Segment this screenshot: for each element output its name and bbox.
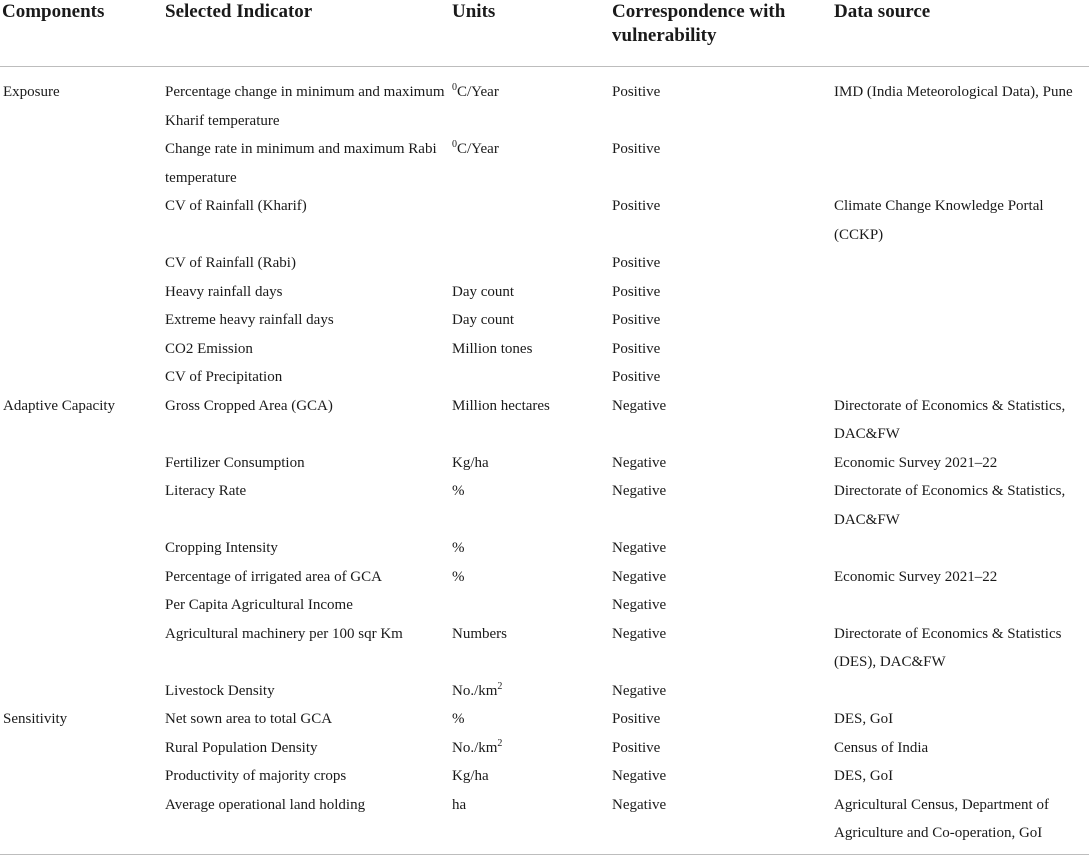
table-row <box>0 392 1089 449</box>
table-row <box>0 705 1089 734</box>
header-indicator: Selected Indicator <box>162 0 449 67</box>
unit-superscript: 0 <box>452 82 457 93</box>
cell-component <box>0 135 162 192</box>
cell-unit <box>449 734 609 763</box>
cell-correspondence: Negative <box>612 483 667 499</box>
cell-source <box>831 278 1089 307</box>
cell-unit <box>449 67 609 136</box>
unit-text: Million tones <box>452 340 533 357</box>
cell-component <box>0 278 162 307</box>
cell-indicator: Net sown area to total GCA <box>165 711 333 727</box>
cell-source <box>831 363 1089 392</box>
cell-source: DES, GoI <box>834 711 894 727</box>
cell-correspondence: Positive <box>612 283 661 300</box>
unit-text: % <box>452 483 465 499</box>
cell-unit <box>449 335 609 364</box>
cell-correspondence: Positive <box>612 198 661 214</box>
cell-component <box>0 306 162 335</box>
cell-indicator: Percentage change in minimum and maximum Kharif temperature <box>165 84 445 129</box>
cell-component: Exposure <box>3 84 60 100</box>
cell-indicator: Change rate in minimum and maximum Rabi temperature <box>165 141 437 186</box>
unit-text: C/Year <box>457 84 499 100</box>
cell-source <box>831 306 1089 335</box>
cell-unit <box>449 135 609 192</box>
table-row <box>0 192 1089 249</box>
cell-source: Economic Survey 2021–22 <box>834 454 998 471</box>
cell-correspondence: Positive <box>612 369 661 385</box>
table-row <box>0 620 1089 677</box>
cell-indicator: Extreme heavy rainfall days <box>165 312 334 328</box>
cell-unit <box>449 249 609 278</box>
header-source: Data source <box>831 0 1089 67</box>
cell-correspondence: Negative <box>612 568 667 585</box>
cell-indicator: Productivity of majority crops <box>165 768 347 784</box>
table-row <box>0 249 1089 278</box>
cell-unit <box>449 563 609 592</box>
unit-superscript: 2 <box>497 680 503 692</box>
cell-unit <box>449 762 609 791</box>
table-row <box>0 335 1089 364</box>
table-body <box>0 67 1089 854</box>
cell-component: Sensitivity <box>3 711 68 727</box>
table-row <box>0 762 1089 791</box>
cell-source: Directorate of Economics & Statistics, DAC&FW <box>834 483 1066 528</box>
cell-indicator: Livestock Density <box>165 682 275 699</box>
cell-indicator: CV of Rainfall (Rabi) <box>165 255 296 271</box>
cell-source: DES, GoI <box>834 768 894 784</box>
unit-superscript: 2 <box>497 737 503 749</box>
cell-indicator: CV of Precipitation <box>165 369 283 385</box>
table-row <box>0 591 1089 620</box>
cell-indicator: Gross Cropped Area (GCA) <box>165 397 333 414</box>
table-row <box>0 449 1089 478</box>
cell-source <box>831 135 1089 192</box>
cell-correspondence: Positive <box>612 84 661 100</box>
table-row <box>0 791 1089 854</box>
cell-correspondence: Negative <box>612 397 667 414</box>
cell-correspondence: Positive <box>612 255 661 271</box>
cell-unit <box>449 306 609 335</box>
table-row <box>0 306 1089 335</box>
unit-text: Kg/ha <box>452 768 489 784</box>
cell-component <box>0 791 162 854</box>
cell-unit <box>449 278 609 307</box>
cell-source <box>831 534 1089 563</box>
cell-component <box>0 677 162 706</box>
cell-source <box>831 335 1089 364</box>
unit-text: % <box>452 568 465 585</box>
cell-component <box>0 335 162 364</box>
cell-indicator: Heavy rainfall days <box>165 283 283 300</box>
cell-source: Census of India <box>834 739 929 756</box>
cell-source <box>831 591 1089 620</box>
cell-correspondence: Positive <box>612 340 661 357</box>
unit-superscript: 0 <box>452 139 457 150</box>
table-row <box>0 563 1089 592</box>
cell-indicator: CV of Rainfall (Kharif) <box>165 198 307 214</box>
cell-indicator: Per Capita Agricultural Income <box>165 597 353 613</box>
header-units: Units <box>449 0 609 67</box>
unit-text: Kg/ha <box>452 454 489 471</box>
cell-correspondence: Positive <box>612 312 661 328</box>
cell-correspondence: Positive <box>612 141 661 157</box>
cell-correspondence: Negative <box>612 682 667 699</box>
cell-source <box>831 677 1089 706</box>
table-row <box>0 534 1089 563</box>
unit-text: Million hectares <box>452 397 550 414</box>
cell-component <box>0 363 162 392</box>
cell-component <box>0 563 162 592</box>
cell-component <box>0 734 162 763</box>
cell-unit <box>449 677 609 706</box>
cell-indicator: Percentage of irrigated area of GCA <box>165 568 382 585</box>
cell-source: Agricultural Census, Department of Agriculture and Co-operation, GoI <box>834 796 1049 841</box>
cell-component <box>0 620 162 677</box>
cell-source: Climate Change Knowledge Portal (CCKP) <box>834 198 1044 243</box>
cell-unit <box>449 392 609 449</box>
unit-text: Day count <box>452 283 515 300</box>
cell-indicator: Literacy Rate <box>165 483 247 499</box>
cell-unit <box>449 591 609 620</box>
cell-component <box>0 449 162 478</box>
cell-unit <box>449 477 609 534</box>
cell-unit <box>449 534 609 563</box>
cell-unit <box>449 791 609 854</box>
unit-text: ha <box>452 796 467 813</box>
cell-unit <box>449 363 609 392</box>
cell-correspondence: Negative <box>612 768 667 784</box>
cell-correspondence: Negative <box>612 796 667 813</box>
cell-indicator: CO2 Emission <box>165 340 253 357</box>
cell-component <box>0 762 162 791</box>
unit-text: % <box>452 711 465 727</box>
cell-source: Economic Survey 2021–22 <box>834 568 998 585</box>
table-row <box>0 734 1089 763</box>
cell-component <box>0 477 162 534</box>
table-row <box>0 677 1089 706</box>
bottom-rule <box>0 854 1089 855</box>
cell-indicator: Rural Population Density <box>165 739 318 756</box>
unit-text: Day count <box>452 312 515 328</box>
cell-component: Adaptive Capacity <box>3 397 116 414</box>
cell-correspondence: Negative <box>612 454 667 471</box>
cell-correspondence: Positive <box>612 739 661 756</box>
cell-component <box>0 534 162 563</box>
cell-indicator: Average operational land holding <box>165 796 366 813</box>
cell-source: IMD (India Meteorological Data), Pune <box>834 84 1073 100</box>
unit-text: C/Year <box>457 141 499 157</box>
unit-text: No./km <box>452 739 498 756</box>
header-components: Components <box>0 0 162 67</box>
cell-component <box>0 192 162 249</box>
unit-text: No./km <box>452 682 498 699</box>
cell-unit <box>449 705 609 734</box>
cell-correspondence: Negative <box>612 597 667 613</box>
table-row <box>0 278 1089 307</box>
table-row <box>0 363 1089 392</box>
header-correspondence: Correspondence with vulnerability <box>609 0 831 67</box>
table-row <box>0 477 1089 534</box>
table-row <box>0 67 1089 136</box>
cell-unit <box>449 192 609 249</box>
cell-source: Directorate of Economics & Statistics (DES), DAC&FW <box>834 625 1062 670</box>
header-row <box>0 0 1089 67</box>
cell-source <box>831 249 1089 278</box>
cell-correspondence: Negative <box>612 625 667 642</box>
cell-component <box>0 249 162 278</box>
cell-unit <box>449 449 609 478</box>
table-row <box>0 135 1089 192</box>
unit-text: % <box>452 540 465 556</box>
cell-indicator: Cropping Intensity <box>165 540 278 556</box>
cell-component <box>0 591 162 620</box>
cell-correspondence: Positive <box>612 711 661 727</box>
cell-source: Directorate of Economics & Statistics, DAC&FW <box>834 397 1066 442</box>
cell-correspondence: Negative <box>612 540 667 556</box>
cell-indicator: Agricultural machinery per 100 sqr Km <box>165 625 403 642</box>
cell-unit <box>449 620 609 677</box>
cell-indicator: Fertilizer Consumption <box>165 454 305 471</box>
unit-text: Numbers <box>452 625 507 642</box>
